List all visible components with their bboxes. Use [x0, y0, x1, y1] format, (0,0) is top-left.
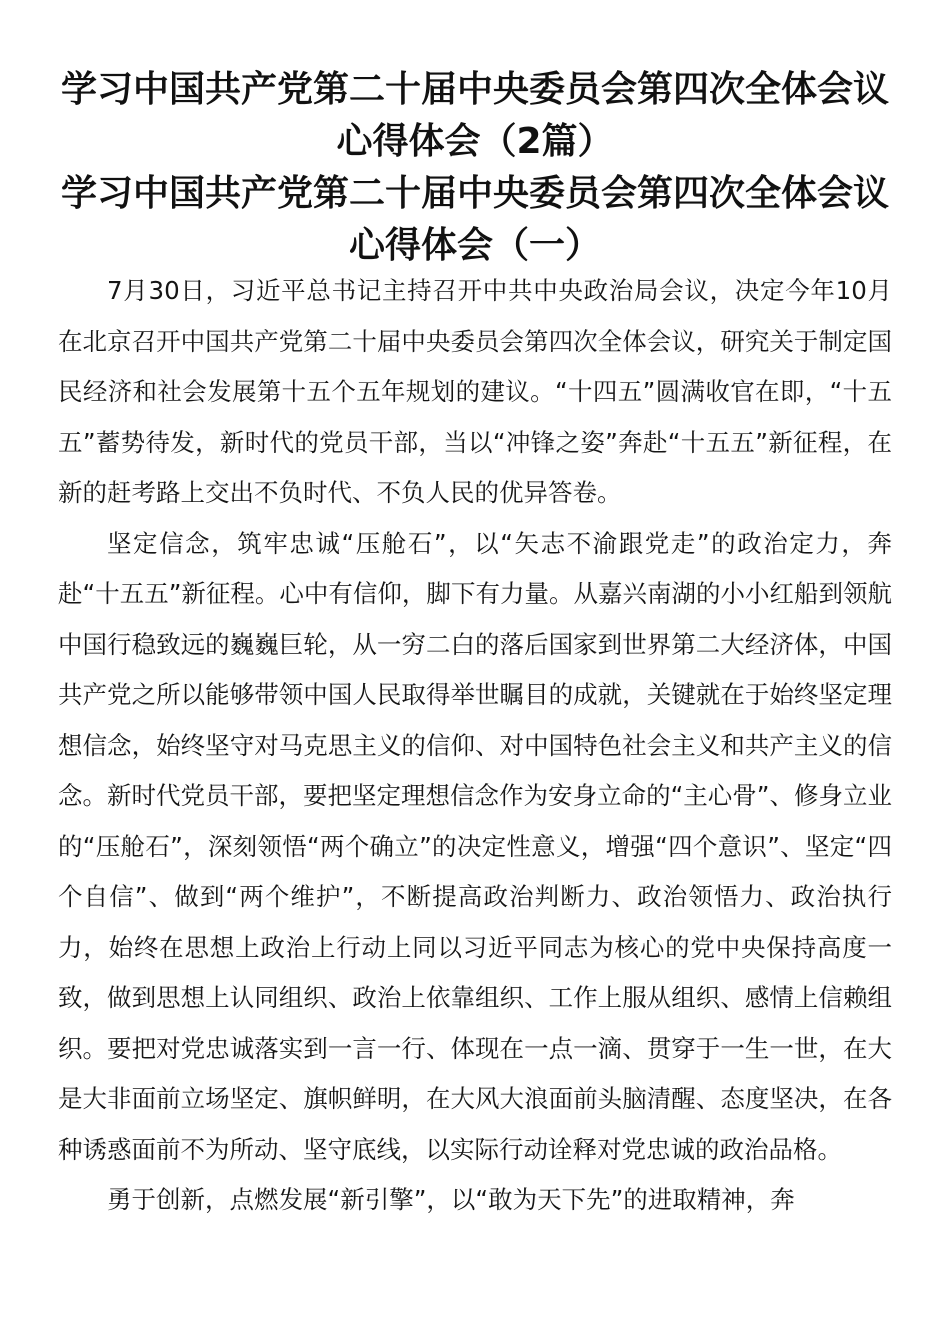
title-line-main-2: 心得体会（2篇）	[336, 121, 614, 162]
title-line-sub-1: 学习中国共产党第二十届中央委员会第四次全体会议	[60, 173, 889, 214]
paragraph-innovation: 勇于创新，点燃发展“新引擎”，以“敢为天下先”的进取精神，奔	[107, 1185, 795, 1214]
paragraph-faith: 坚定信念，筑牢忠诚“压舱石”，以“矢志不渝跟党走”的政治定力，奔赴“十五五”新征程。心中有信仰，脚下有力量。从嘉兴南湖的小小红船到领航中国行稳致远的巍巍巨轮，从一穷二白的落后国家到世界第二大经济体，中国共产党之所以能够带领中国人民取得举世瞩目的成就，关键就在于始终坚定理想信念，始终坚守对马克思主义的信仰、对中国特色社会主义和共产主义的信念。新时代党员干部，要把坚定理想信念作为安身立命的“主心骨”、修身立业的“压舱石”，深刻领悟“两个确立”的决定性意义，增强“四个意识”、坚定“四个自信”、做到“两个维护”，不断提高政治判断力、政治领悟力、政治执行力，始终在思想上政治上行动上同以习近平同志为核心的党中央保持高度一致，做到思想上认同组织、政治上依靠组织、工作上服从组织、感情上信赖组织。要把对党忠诚落实到一言一行、体现在一点一滴、贯穿于一生一世，在大是大非面前立场坚定、旗帜鲜明，在大风大浪面前头脑清醒、态度坚决，在各种诱惑面前不为所动、坚守底线，以实际行动诠释对党忠诚的政治品格。	[58, 528, 892, 1164]
title-line-sub-2: 心得体会（一）	[348, 225, 601, 266]
paragraph-intro: 7月30日，习近平总书记主持召开中共中央政治局会议，决定今年10月在北京召开中国共产党第二十届中央委员会第四次全体会议，研究关于制定国民经济和社会发展第十五个五年规划的建议。“十四五”圆满收官在即，“十五五”蓄势待发，新时代的党员干部，当以“冲锋之姿”奔赴“十五五”新征程，在新的赶考路上交出不负时代、不负人民的优异答卷。	[58, 276, 892, 507]
document-title	[40, 64, 910, 272]
document-body	[58, 266, 892, 1226]
title-line-main-1: 学习中国共产党第二十届中央委员会第四次全体会议	[60, 69, 889, 110]
